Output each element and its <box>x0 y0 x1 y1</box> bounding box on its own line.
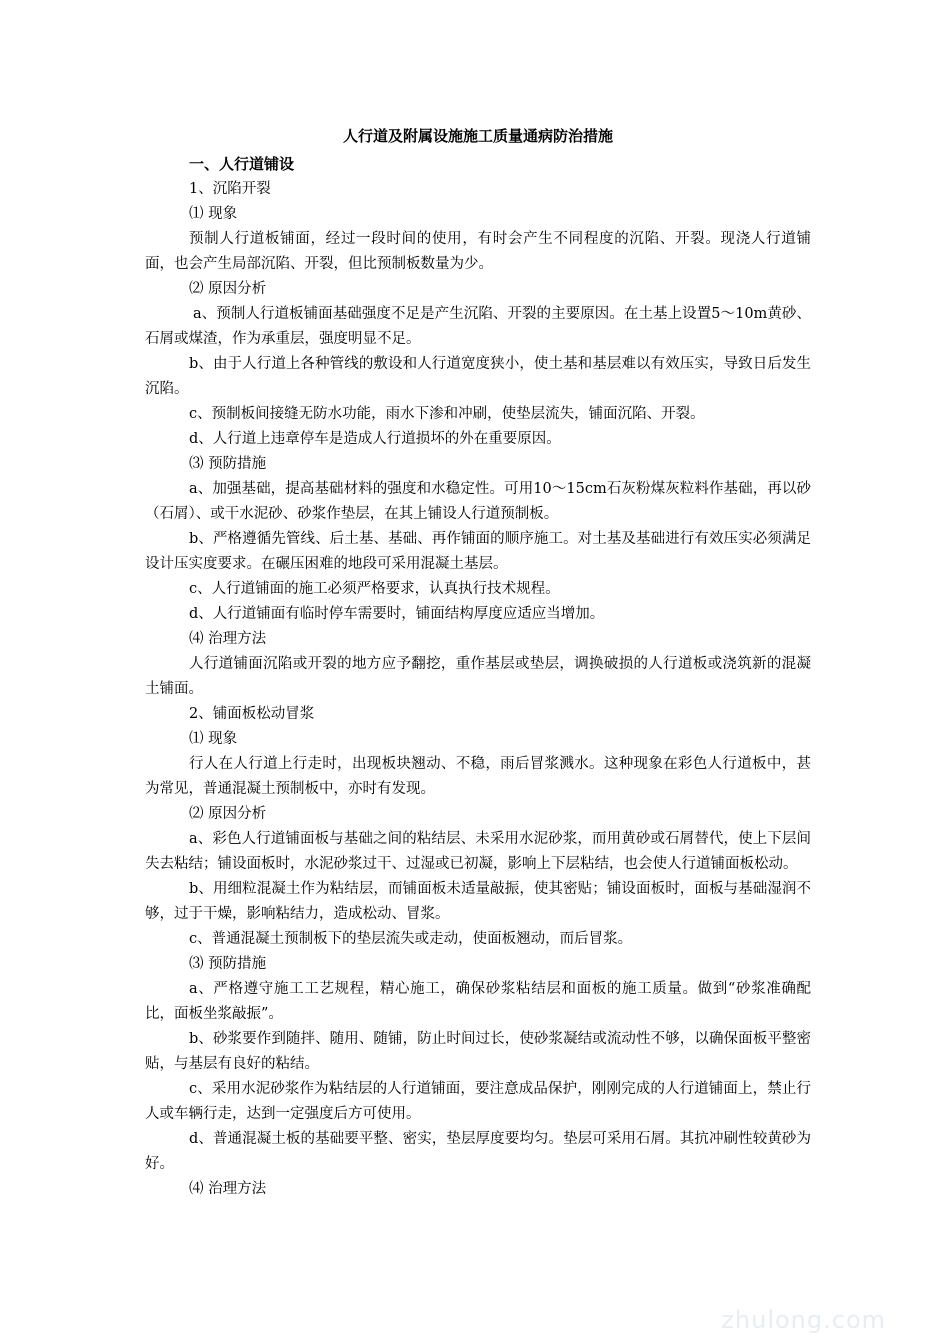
paragraph: b、用细粒混凝土作为粘结层，而铺面板未适量敲振，使其密贴；铺设面板时，面板与基础湿润不够，过于干燥，影响粘结力，造成松动、冒浆。 <box>145 881 811 922</box>
document-title: 人行道及附属设施施工质量通病防治措施 <box>342 127 613 145</box>
paragraph: a、彩色人行道铺面板与基础之间的粘结层、未采用水泥砂浆，而用黄砂或石屑替代，使上下层间失去粘结；铺设面板时，水泥砂浆过干、过湿或已初凝，影响上下层粘结，也会使人行道铺面板松动。 <box>145 831 811 872</box>
item-label: ⑵ 原因分析 <box>189 806 267 822</box>
item-label: ⑷ 治理方法 <box>189 631 267 647</box>
paragraph: c、人行道铺面的施工必须严格要求，认真执行技术规程。 <box>189 581 560 597</box>
paragraph: a、预制人行道板铺面基础强度不足是产生沉陷、开裂的主要原因。在土基上设置5～10m黄砂、石屑或煤渣，作为承重层，强度明显不足。 <box>145 306 811 347</box>
subsection-title: 2、铺面板松动冒浆 <box>189 706 315 722</box>
paragraph: d、人行道铺面有临时停车需要时，铺面结构厚度应适应当增加。 <box>189 606 605 622</box>
section-heading: 一、人行道铺设 <box>189 155 295 173</box>
paragraph: 人行道铺面沉陷或开裂的地方应予翻挖，重作基层或垫层，调换破损的人行道板或浇筑新的混凝土铺面。 <box>145 656 811 697</box>
paragraph: a、加强基础，提高基础材料的强度和水稳定性。可用10～15cm石灰粉煤灰粒料作基础，再以砂（石屑）、或干水泥砂、砂浆作垫层，在其上铺设人行道预制板。 <box>145 481 811 522</box>
paragraph: d、人行道上违章停车是造成人行道损坏的外在重要原因。 <box>189 431 561 447</box>
item-label: ⑵ 原因分析 <box>189 281 267 297</box>
item-label: ⑶ 预防措施 <box>189 456 267 472</box>
paragraph: b、由于人行道上各种管线的敷设和人行道宽度狭小，使土基和基层难以有效压实，导致日后发生沉陷。 <box>145 356 811 397</box>
paragraph: c、普通混凝土预制板下的垫层流失或走动，使面板翘动，而后冒浆。 <box>189 931 633 947</box>
subsection-title: 1、沉陷开裂 <box>189 181 271 197</box>
paragraph: d、普通混凝土板的基础要平整、密实，垫层厚度要均匀。垫层可采用石屑。其抗冲刷性较黄砂为好。 <box>145 1131 811 1172</box>
paragraph: c、预制板间接缝无防水功能，雨水下渗和冲刷，使垫层流失，铺面沉陷、开裂。 <box>189 406 705 422</box>
item-label: ⑴ 现象 <box>189 731 238 747</box>
paragraph: 预制人行道板铺面，经过一段时间的使用，有时会产生不同程度的沉陷、开裂。现浇人行道铺面，也会产生局部沉陷、开裂，但比预制板数量为少。 <box>145 231 811 272</box>
paragraph: a、严格遵守施工工艺规程，精心施工，确保砂浆粘结层和面板的施工质量。做到“砂浆准确配比，面板坐浆敲振”。 <box>145 981 811 1022</box>
paragraph: b、严格遵循先管线、后土基、基础、再作铺面的顺序施工。对土基及基础进行有效压实必须满足设计压实度要求。在碾压困难的地段可采用混凝土基层。 <box>145 531 811 572</box>
item-label: ⑶ 预防措施 <box>189 956 267 972</box>
paragraph: 行人在人行道上行走时，出现板块翘动、不稳，雨后冒浆溅水。这种现象在彩色人行道板中，甚为常见，普通混凝土预制板中，亦时有发现。 <box>145 756 811 797</box>
item-label: ⑷ 治理方法 <box>189 1181 267 1197</box>
item-label: ⑴ 现象 <box>189 206 238 222</box>
document-page <box>145 120 811 1202</box>
watermark-text: zhulong.com <box>721 1306 886 1334</box>
paragraph: b、砂浆要作到随拌、随用、随铺，防止时间过长，使砂浆凝结或流动性不够，以确保面板平整密贴，与基层有良好的粘结。 <box>145 1031 811 1072</box>
paragraph: c、采用水泥砂浆作为粘结层的人行道铺面，要注意成品保护，刚刚完成的人行道铺面上，禁止行人或车辆行走，达到一定强度后方可使用。 <box>145 1081 811 1122</box>
